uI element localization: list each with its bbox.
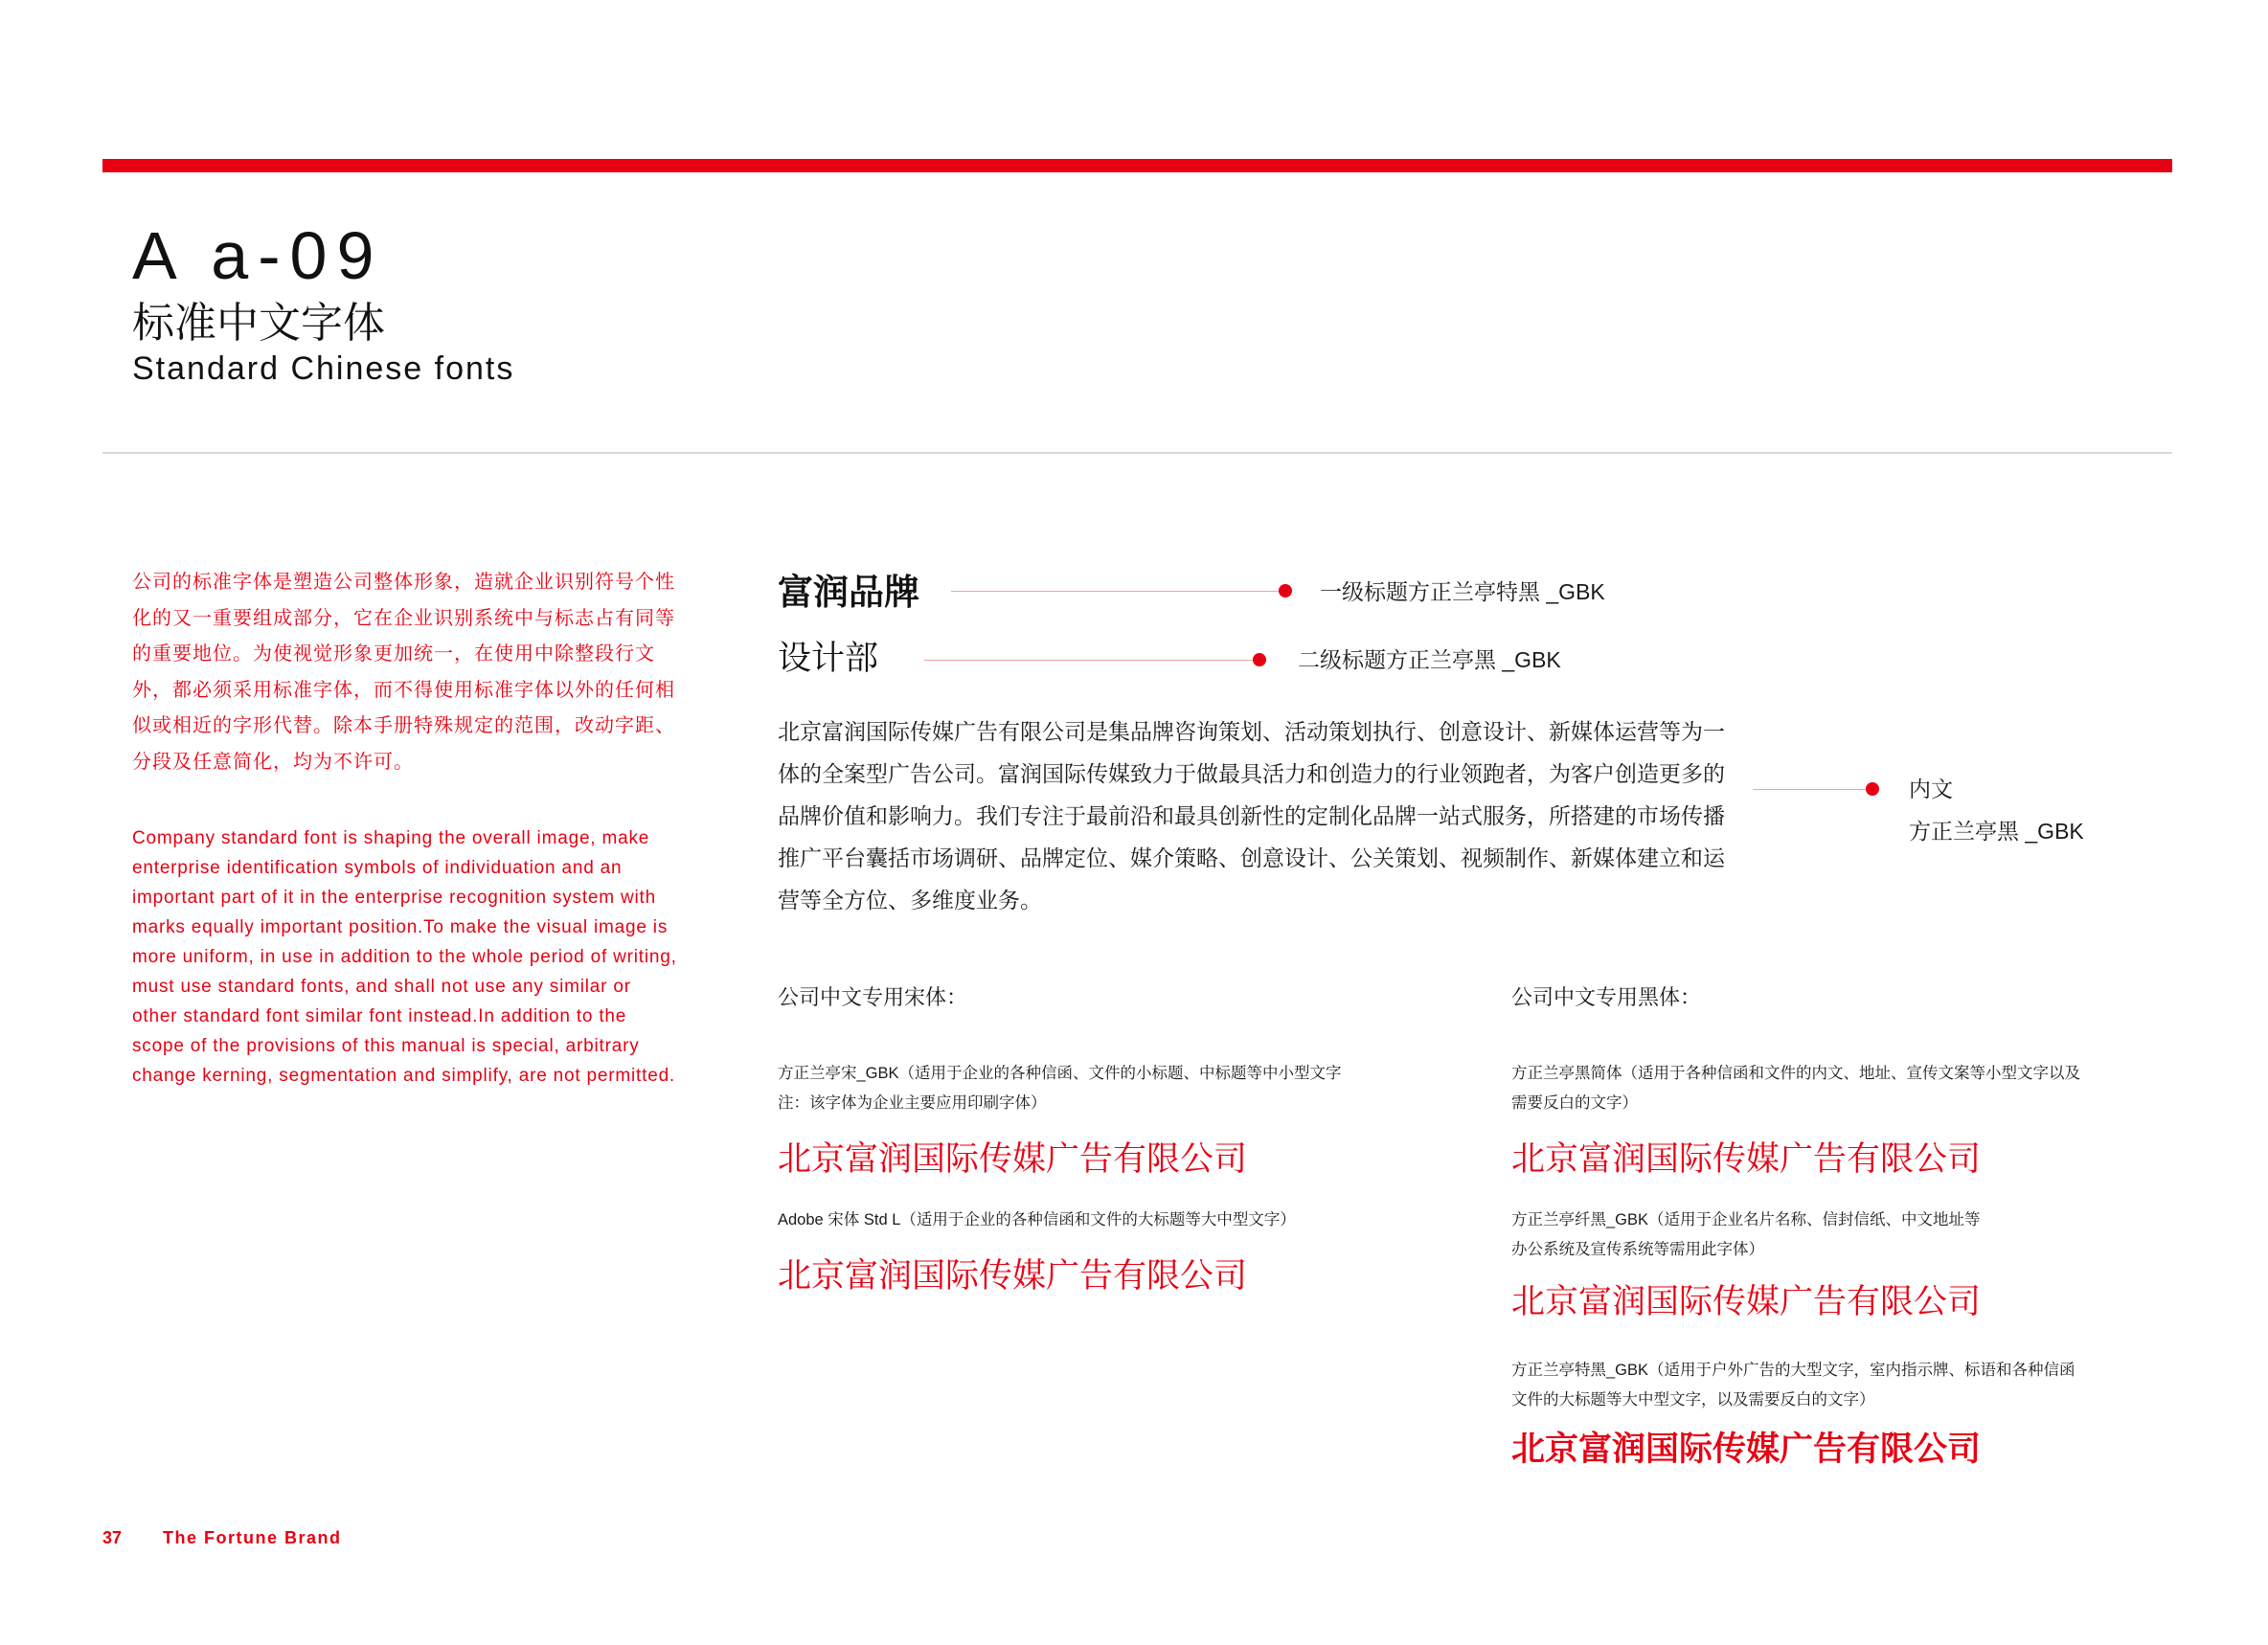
songti-note-2-line1: Adobe 宋体 Std L（适用于企业的各种信函和文件的大标题等大中型文字） bbox=[778, 1211, 1296, 1228]
songti-note-1-line2: 注：该字体为企业主要应用印刷字体） bbox=[778, 1094, 1047, 1112]
heading2-font-spec: 二级标题方正兰亭黑 _GBK bbox=[1298, 647, 1561, 672]
intro-text-cn: 公司的标准字体是塑造公司整体形象，造就企业识别符号个性化的又一重要组成部分，它在企业识别系统中与标志占有同等的重要地位。为使视觉形象更加统一，在使用中除整段行文外，都必须采用标准字体，而不得使用标准字体以外的任何相似或相近的字形代替。除本手册特殊规定的范围，改动字距、分段及任意简化，均为不许可。 bbox=[132, 572, 675, 773]
body-leader-line bbox=[1753, 789, 1868, 790]
body-font-label: 内文 bbox=[1909, 777, 1953, 801]
intro-text-en: Company standard font is shaping the overall image, make enterprise identification symbols of individuation and an important part of it in the enterprise recognition system with marks equally important position.To make the visual image is more uniform, in use in addition to the whole period of writing, must use standard fonts, and shall not use any similar or other standard font similar font instead.In addition to the scope of the provisions of this manual is special, arbitrary change kerning, segmentation and simplify, are not permitted. bbox=[132, 828, 677, 1086]
heiti-note-3-line2: 文件的大标题等大中型文字，以及需要反白的文字） bbox=[1511, 1391, 1875, 1408]
heading2-marker-dot bbox=[1253, 653, 1266, 666]
page-number: 37 bbox=[102, 1528, 123, 1547]
heiti-note-2 bbox=[1511, 1206, 2163, 1265]
page-title-en: Standard Chinese fonts bbox=[132, 350, 515, 387]
heiti-note-3-line1: 方正兰亭特黑_GBK（适用于户外广告的大型文字，室内指示牌、标语和各种信函 bbox=[1511, 1362, 2075, 1379]
body-marker-dot bbox=[1866, 782, 1879, 796]
songti-note-2 bbox=[778, 1206, 1391, 1235]
heiti-note-1-line2: 需要反白的文字） bbox=[1511, 1094, 1638, 1112]
heading1-marker-dot bbox=[1279, 584, 1292, 597]
heading2-leader-line bbox=[924, 660, 1255, 661]
heiti-sample-1: 北京富润国际传媒广告有限公司 bbox=[1511, 1140, 1982, 1178]
page-title-cn: 标准中文字体 bbox=[132, 300, 385, 347]
footer-brand: The Fortune Brand bbox=[163, 1528, 342, 1547]
songti-title: 公司中文专用宋体： bbox=[778, 985, 968, 1009]
header-divider bbox=[102, 452, 2172, 454]
heiti-note-1-line1: 方正兰亭黑简体（适用于各种信函和文件的内文、地址、宣传文案等小型文字以及 bbox=[1511, 1065, 2080, 1082]
songti-note-1-line1: 方正兰亭宋_GBK（适用于企业的各种信函、文件的小标题、中标题等中小型文字 bbox=[778, 1065, 1342, 1082]
songti-sample-2: 北京富润国际传媒广告有限公司 bbox=[778, 1257, 1248, 1295]
heiti-note-3 bbox=[1511, 1356, 2163, 1415]
songti-sample-1: 北京富润国际传媒广告有限公司 bbox=[778, 1140, 1248, 1178]
heiti-note-1 bbox=[1511, 1059, 2163, 1118]
heading1-leader-line bbox=[951, 591, 1279, 592]
body-text-sample: 北京富润国际传媒广告有限公司是集品牌咨询策划、活动策划执行、创意设计、新媒体运营等为一体的全案型广告公司。富润国际传媒致力于做最具活力和创造力的行业领跑者，为客户创造更多的品牌价值和影响力。我们专注于最前沿和最具创新性的定制化品牌一站式服务，所搭建的市场传播推广平台囊括市场调研、品牌定位、媒介策略、创意设计、公关策划、视频制作、新媒体建立和运营等全方位、多维度业务。 bbox=[778, 719, 1725, 913]
body-font-spec: 方正兰亭黑 _GBK bbox=[1909, 819, 2084, 844]
heading1-font-spec: 一级标题方正兰亭特黑 _GBK bbox=[1320, 579, 1605, 604]
heading1-sample: 富润品牌 bbox=[778, 573, 919, 612]
heiti-sample-2: 北京富润国际传媒广告有限公司 bbox=[1511, 1283, 1982, 1320]
songti-note-1 bbox=[778, 1059, 1391, 1118]
heiti-title: 公司中文专用黑体： bbox=[1511, 985, 1702, 1009]
section-code: A a-09 bbox=[132, 218, 384, 293]
heiti-note-2-line1: 方正兰亭纤黑_GBK（适用于企业名片名称、信封信纸、中文地址等 bbox=[1511, 1211, 1981, 1228]
top-red-bar bbox=[102, 159, 2172, 172]
heiti-note-2-line2: 办公系统及宣传系统等需用此字体） bbox=[1511, 1241, 1764, 1258]
heading2-sample: 设计部 bbox=[778, 640, 879, 677]
heiti-sample-3: 北京富润国际传媒广告有限公司 bbox=[1511, 1431, 1982, 1468]
